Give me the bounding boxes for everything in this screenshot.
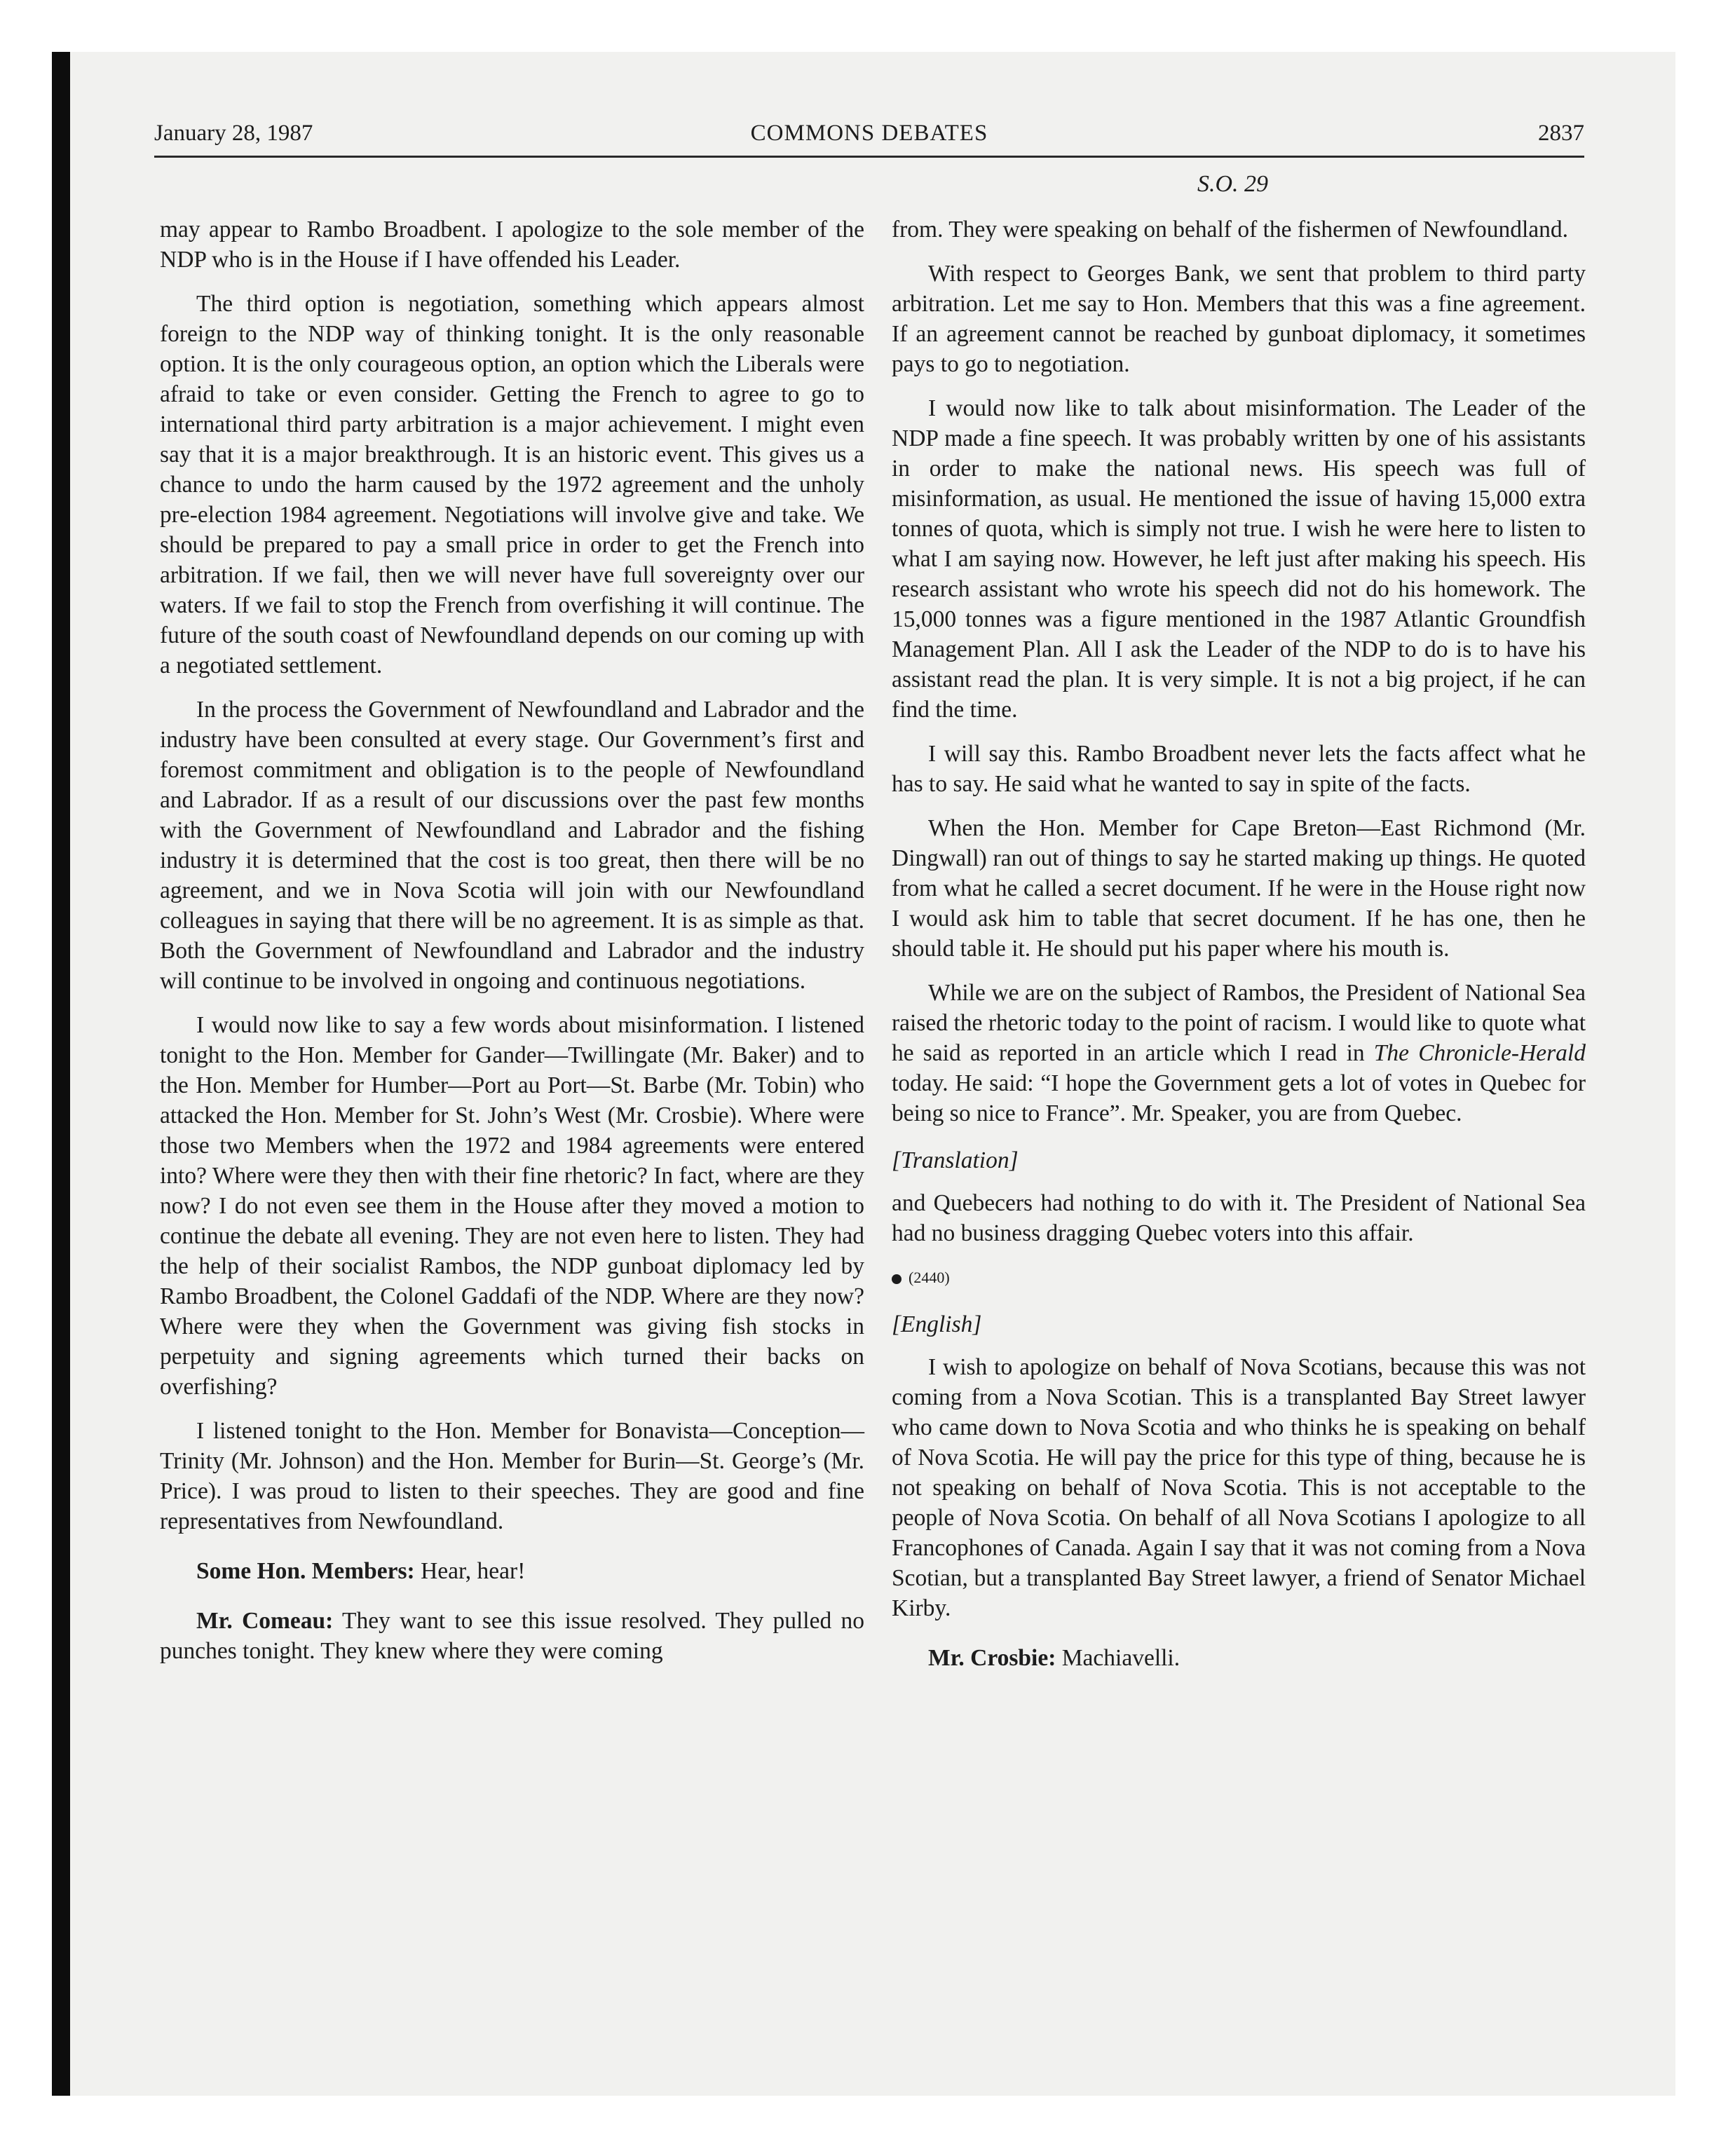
paragraph: While we are on the subject of Rambos, the President of National Sea raised the rhetoric today to the point of racism. I would like to quote what he said as reported in an article which I read in The Chronicle-Herald today. He said: “I hope the Government gets a lot of votes in Quebec for being so nice to France”. Mr. Speaker, you are from Quebec. [892,980,1586,1126]
bullet-dot-icon [892,1274,901,1284]
paragraph: and Quebecers had nothing to do with it. The President of National Sea had no business dragging Quebec voters into this affair. [892,1190,1586,1246]
section-label: S.O. 29 [1197,171,1269,197]
time-marker: (2440) [892,1262,1586,1292]
paragraph: I wish to apologize on behalf of Nova Scotians, because this was not coming from a Nova Scotian. This is a transplanted Bay Street lawyer who came down to Nova Scotia and who thinks he is speaking on behalf of Nova Scotia. He will pay the price for this type of thing, because he is not speaking on behalf of Nova Scotia. This is not acceptable to the people of Nova Scotia. On behalf of all Nova Scotians I apologize to all Francophones of Canada. Again I say that it was not coming from a Nova Scotian, but a transplanted Bay Street lawyer, a friend of Senator Michael Kirby. [892,1354,1586,1621]
paragraph: With respect to Georges Bank, we sent that problem to third party arbitration. Let me say to Hon. Members that this was a fine agreement. If an agreement cannot be reached by gunboat diplomacy, it sometimes pays to go to negotiation. [892,261,1586,377]
paragraph: I would now like to say a few words about misinformation. I listened tonight to the Hon. Member for Gander—Twillingate (Mr. Baker) and to the Hon. Member for Humber—Port au Port—St. Barbe (Mr. Tobin) who attacked the Hon. Member for St. John’s West (Mr. Crosbie). Where were those two Members when the 1972 and 1984 agreements were entered into? Where were they then with their fine rhetoric? In fact, where are they now? I do not even see them in the House after they moved a motion to continue the debate all evening. They are not even here to listen. They had the help of their socialist Rambos, the NDP gunboat diplomacy led by Rambo Broadbent, the Colonel Gaddafi of the NDP. Where are they now? Where were they when the Government was giving fish stocks in perpetuity and signing agreements which turned their backs on overfishing? [160,1012,864,1400]
header-date: January 28, 1987 [154,121,313,146]
paragraph: I will say this. Rambo Broadbent never lets the facts affect what he has to say. He said what he wanted to say in spite of the facts. [892,741,1586,797]
speaker-line [160,1606,864,1666]
right-column [892,214,1586,1687]
paragraph: from. They were speaking on behalf of the fishermen of Newfoundland. [892,217,1568,243]
publication-title: The Chronicle-Herald [1373,1040,1586,1066]
speaker-name: Mr. Crosbie: [928,1645,1056,1671]
paragraph: may appear to Rambo Broadbent. I apologize to the sole member of the NDP who is in the House if I have offended his Leader. [160,217,864,273]
speaker-line [892,1643,1586,1673]
header-rule [154,156,1584,158]
speech-text: Hear, hear! [414,1558,526,1584]
paragraph: When the Hon. Member for Cape Breton—East Richmond (Mr. Dingwall) ran out of things to say he started making up things. He quoted from what he called a secret document. If he were in the House right now I would ask him to table that secret document. If he has one, then he should table it. He should put his paper where his mouth is. [892,815,1586,962]
paragraph: I would now like to talk about misinformation. The Leader of the NDP made a fine speech. It was probably written by one of his assistants in order to make the national news. His speech was full of misinformation, as usual. He mentioned the issue of having 15,000 extra tonnes of quota, which is simply not true. I wish he were here to listen to what I am saying now. However, he left just after making his speech. His research assistant who wrote his speech did not do his homework. The 15,000 tonnes was a figure mentioned in the 1987 Atlantic Groundfish Management Plan. All I ask the Leader of the NDP to do is to have his assistant read the plan. It is very simple. It is not a big project, if he can find the time. [892,395,1586,723]
speaker-name: Some Hon. Members: [196,1558,415,1584]
page-number: 2837 [1538,121,1584,146]
paragraph: In the process the Government of Newfoundland and Labrador and the industry have been consulted at every stage. Our Government’s first and foremost commitment and obligation is to the people of Newfoundland and Labrador. If as a result of our discussions over the past few months with the Government of Newfoundland and Labrador and the fishing industry it is determined that the cost is too great, then there will be no agreement, and we in Nova Scotia will join with our Newfoundland colleagues in saying that there will be no agreement. It is as simple as that. Both the Government of Newfoundland and Labrador and the industry will continue to be involved in ongoing and continuous negotiations. [160,697,864,994]
speech-text: Machiavelli. [1056,1645,1181,1671]
speaker-name: Mr. Comeau: [196,1608,334,1634]
speech-text: They want to see this issue resolved. They pulled no punches tonight. They knew where they were coming [160,1608,865,1664]
paragraph: I listened tonight to the Hon. Member for Bonavista—Conception—Trinity (Mr. Johnson) and the Hon. Member for Burin—St. George’s (Mr. Price). I was proud to listen to their speeches. They are good and fine representatives from Newfoundland. [160,1418,864,1534]
translation-marker: [Translation] [892,1147,1019,1173]
paragraph: The third option is negotiation, something which appears almost foreign to the NDP way of thinking tonight. It is the only reasonable option. It is the only courageous option, an option which the Liberals were afraid to take or even consider. Getting the French to agree to go to international third party arbitration is a major achievement. I might even say that it is a major breakthrough. It is an historic event. This gives us a chance to undo the harm caused by the 1972 agreement and the unholy pre-election 1984 agreement. Negotiations will involve give and take. We should be prepared to pay a small price in order to get the French into arbitration. If we fail, then we will never have full sovereignty over our waters. If we fail to stop the French from overfishing it will continue. The future of the south coast of Newfoundland depends on our coming up with a negotiated settlement. [160,291,864,678]
left-column [160,214,864,1680]
running-header [154,121,1584,156]
header-title: COMMONS DEBATES [750,121,988,146]
scan-edge-bar [52,52,70,2096]
english-marker: [English] [892,1311,982,1337]
speaker-line [160,1556,864,1586]
